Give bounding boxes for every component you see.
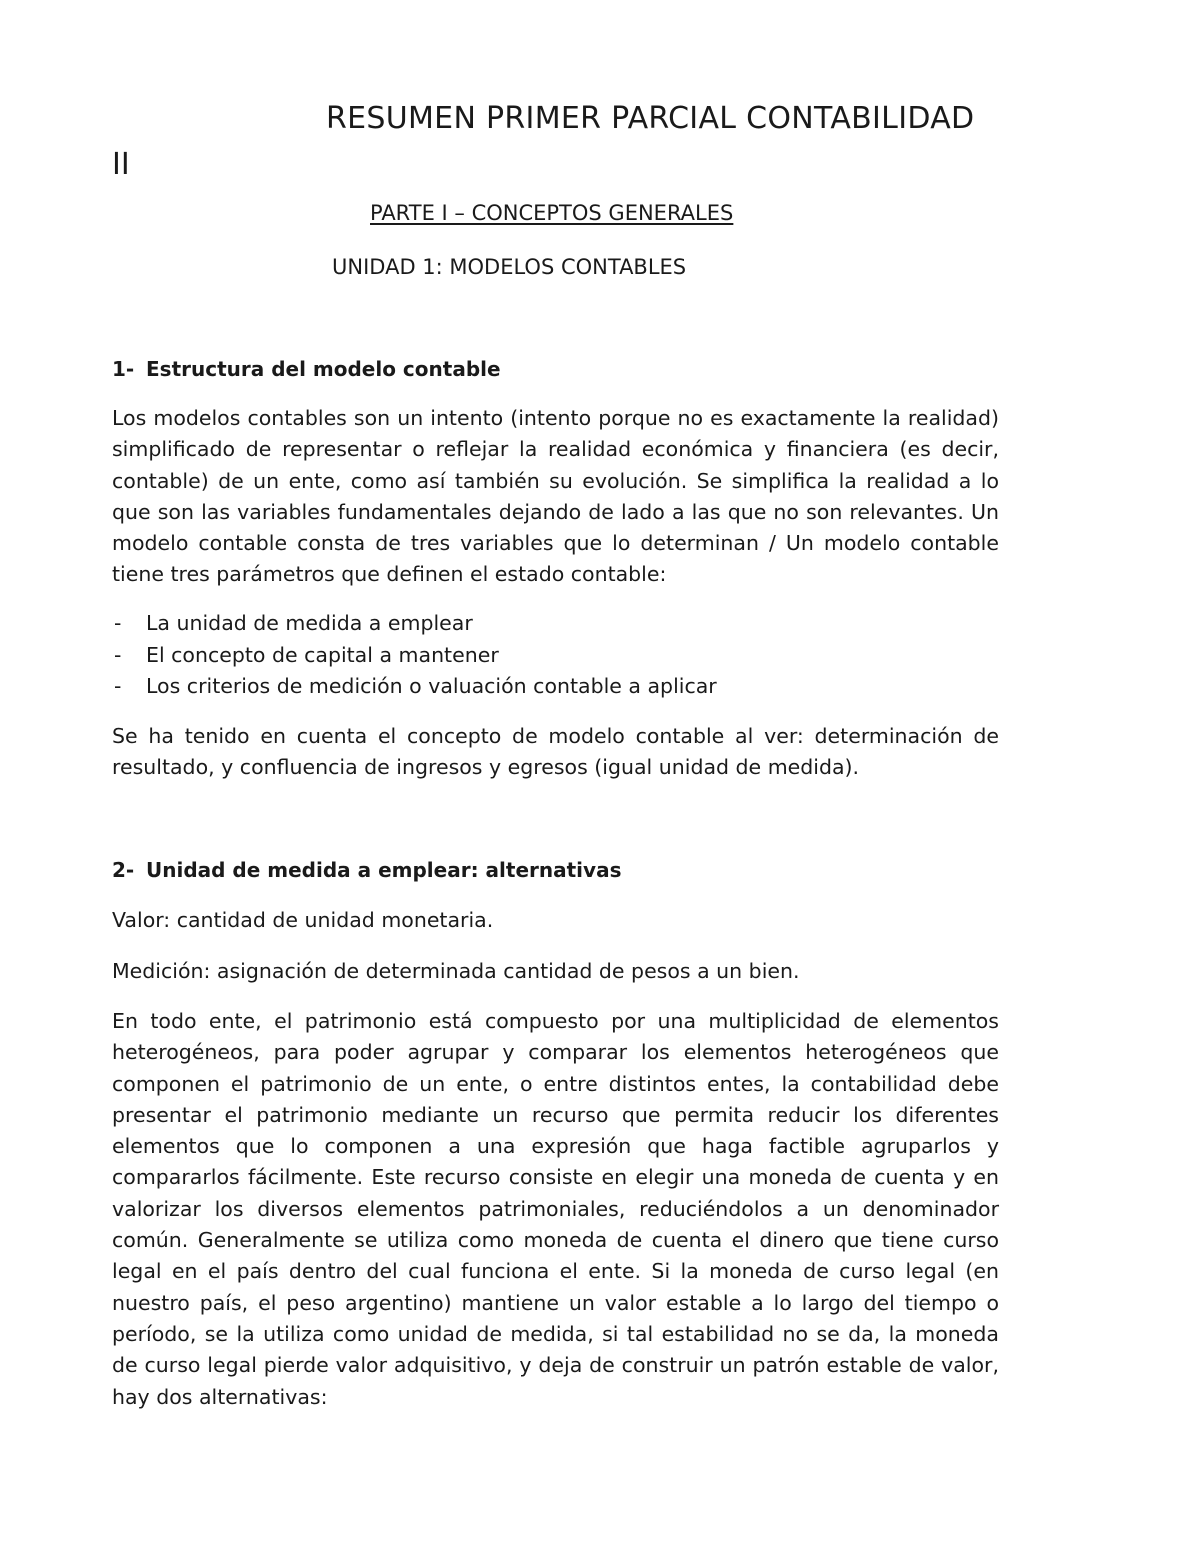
part-title: PARTE I – CONCEPTOS GENERALES [370,201,734,225]
section-1-heading [112,357,501,381]
document-title-main: RESUMEN PRIMER PARCIAL CONTABILIDAD [326,101,975,136]
section-2-paragraph: En todo ente, el patrimonio está compuesto por una multiplicidad de elementos heterogéneos, para poder agrupar y comparar los elementos heterogéneos que componen el patrimonio de un ente, o entre distintos entes, la contabilidad debe presentar el patrimonio mediante un recurso que permita reducir los diferentes elementos que lo componen a una expresión que haga factible agruparlos y compararlos fácilmente. Este recurso consiste en elegir una moneda de cuenta y en valorizar los diversos elementos patrimoniales, reduciéndolos a un denominador común. Generalmente se utiliza como moneda de cuenta el dinero que tiene curso legal en el país dentro del cual funciona el ente. Si la moneda de curso legal (en nuestro país, el peso argentino) mantiene un valor estable a lo largo del tiempo o período, se la utiliza como unidad de medida, si tal estabilidad no se da, la moneda de curso legal pierde valor adquisitivo, y deja de construir un patrón estable de valor, hay dos alternativas: [112,1009,999,1409]
list-dash: - [114,611,122,635]
document-title [112,96,1000,188]
list-item-text: El concepto de capital a mantener [146,642,499,667]
section-2-heading [112,858,621,882]
list-item-text: La unidad de medida a emplear [146,611,473,635]
list-item [112,608,999,640]
section-1-list [112,608,999,703]
section-1-paragraph-2: Se ha tenido en cuenta el concepto de modelo contable al ver: determinación de resultado, y confluencia de ingresos y egresos (igual unidad de medida). [112,724,999,780]
section-2-number: 2- [112,858,135,882]
list-item-text: Los criterios de medición o valuación contable a aplicar [146,674,717,699]
list-dash: - [114,674,122,699]
section-1-number: 1- [112,357,135,381]
list-item [112,640,999,672]
section-2-heading-text: Unidad de medida a emplear: alternativas [146,858,622,882]
list-item [112,671,999,703]
section-1-heading-text: Estructura del modelo contable [146,357,501,381]
section-1-paragraph-1: Los modelos contables son un intento (intento porque no es exactamente la realidad) simplificado de representar o reflejar la realidad económica y financiera (es decir, contable) de un ente, como así también su evolución. Se simplifica la realidad a lo que son las variables fundamentales dejando de lado a las que no son relevantes. Un modelo contable consta de tres variables que lo determinan / Un modelo contable tiene tres parámetros que definen el estado contable: [112,406,999,587]
unit-title: UNIDAD 1: MODELOS CONTABLES [332,255,687,279]
definition-valor: Valor: cantidad de unidad monetaria. [112,908,494,932]
definition-medicion: Medición: asignación de determinada cantidad de pesos a un bien. [112,959,800,983]
document-title-suffix: II [112,147,130,182]
list-dash: - [114,642,122,667]
